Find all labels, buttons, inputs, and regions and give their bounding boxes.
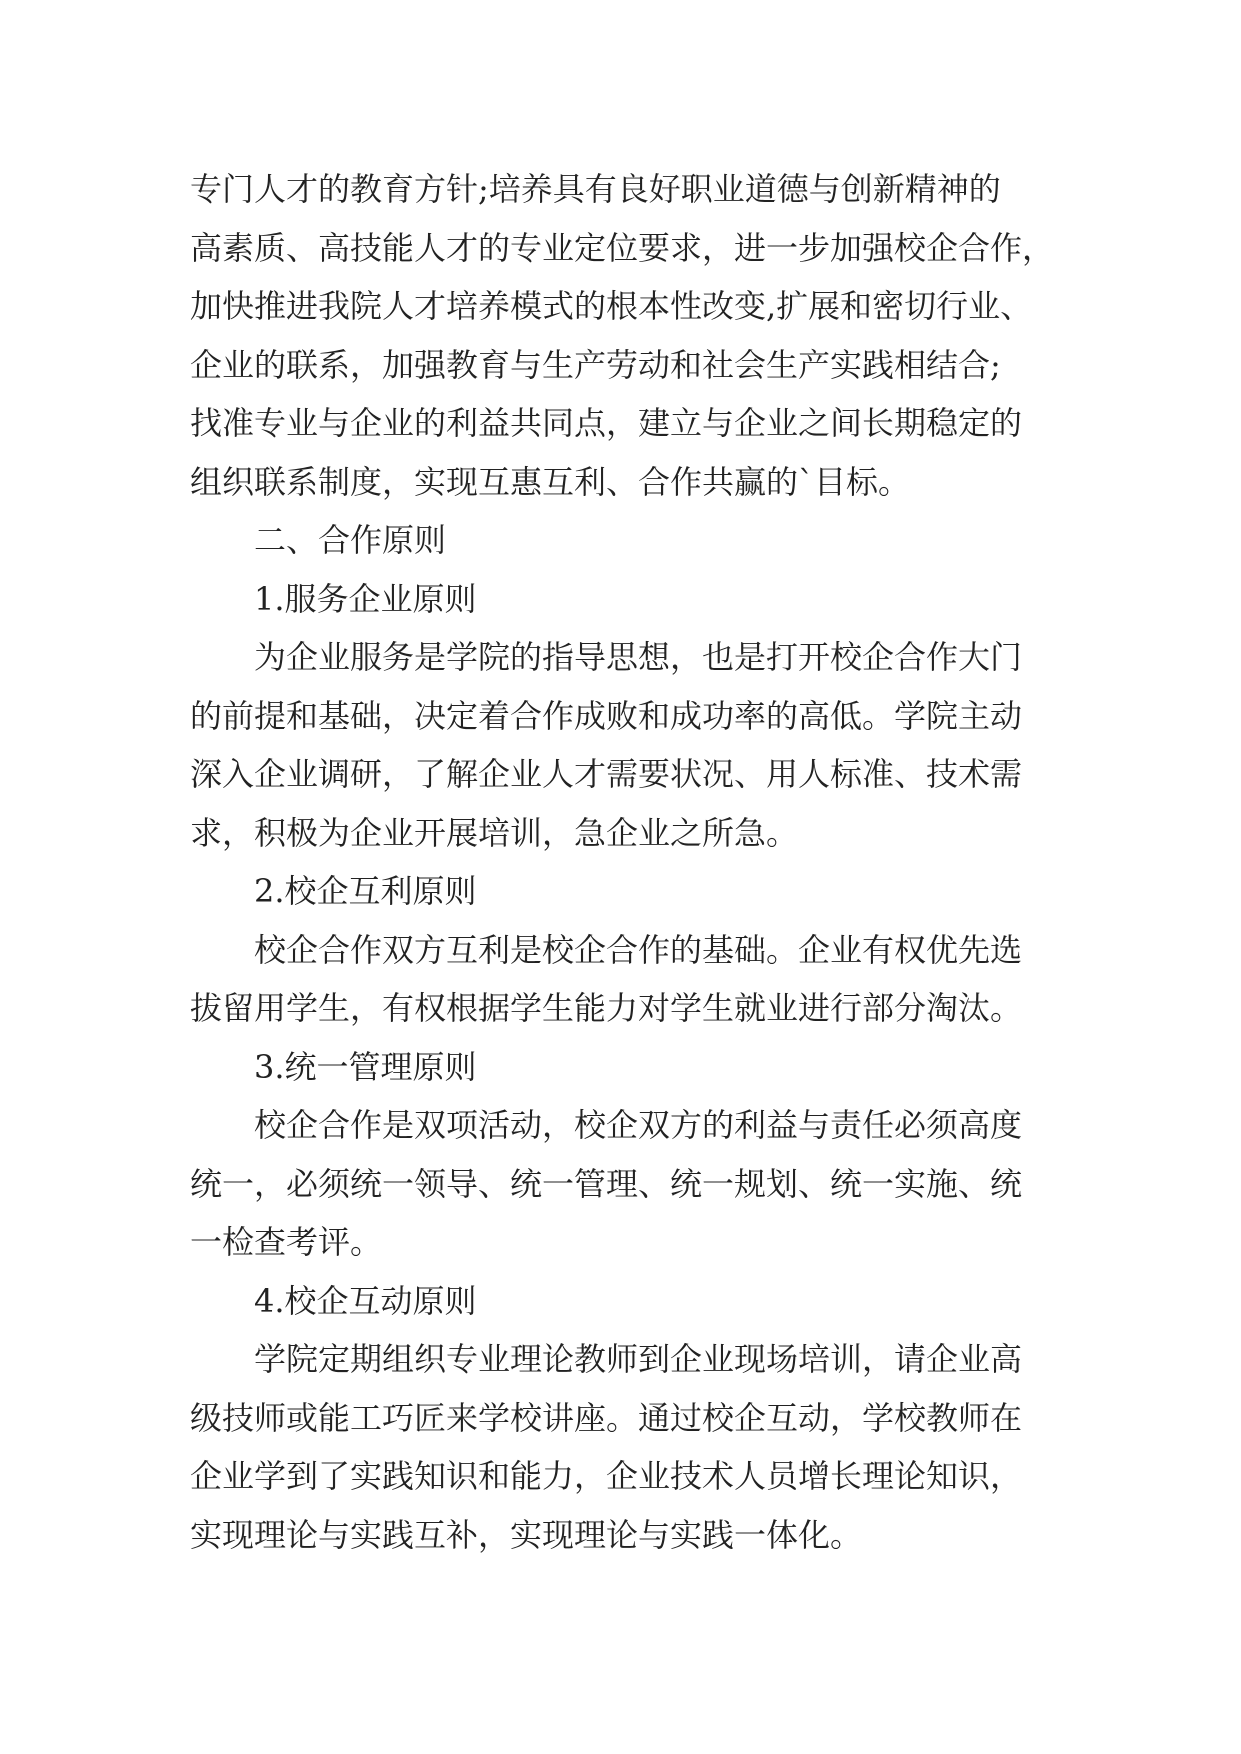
text-line: 学院定期组织专业理论教师到企业现场培训，请企业高 <box>254 1340 1023 1378</box>
text-line: 企业的联系，加强教育与生产劳动和社会生产实践相结合; <box>190 345 1001 384</box>
text-line: 拔留用学生，有权根据学生能力对学生就业进行部分淘汰。 <box>190 989 1023 1027</box>
text-line: 深入企业调研，了解企业人才需要状况、用人标准、技术需 <box>190 755 1023 793</box>
text-line: 求，积极为企业开展培训，急企业之所急。 <box>190 813 799 852</box>
text-line: 的前提和基础，决定着合作成败和成功率的高低。学院主动 <box>190 696 1023 735</box>
text-line: 实现理论与实践互补，实现理论与实践一体化。 <box>190 1515 863 1554</box>
text-line: 二、合作原则 <box>254 521 447 559</box>
text-line: 4.校企互动原则 <box>254 1281 477 1320</box>
text-line: 1.服务企业原则 <box>254 579 477 618</box>
text-line: 高素质、高技能人才的专业定位要求，进一步加强校企合作， <box>190 228 1055 267</box>
text-line: 加快推进我院人才培养模式的根本性改变,扩展和密切行业、 <box>190 287 1033 325</box>
text-line: 一检查考评。 <box>190 1223 383 1261</box>
text-line: 2.校企互利原则 <box>254 872 477 910</box>
text-line: 组织联系制度，实现互惠互利、合作共赢的`目标。 <box>190 462 911 501</box>
text-line: 统一，必须统一领导、统一管理、统一规划、统一实施、统 <box>190 1164 1023 1203</box>
text-line: 3.统一管理原则 <box>254 1047 477 1086</box>
text-line: 专门人才的教育方针;培养具有良好职业道德与创新精神的 <box>190 170 1001 208</box>
text-line: 为企业服务是学院的指导思想，也是打开校企合作大门 <box>254 638 1023 676</box>
document-body <box>190 160 1090 1564</box>
text-line: 校企合作双方互利是校企合作的基础。企业有权优先选 <box>254 930 1023 969</box>
text-line: 级技师或能工巧匠来学校讲座。通过校企互动，学校教师在 <box>190 1398 1023 1437</box>
text-line: 企业学到了实践知识和能力，企业技术人员增长理论知识， <box>190 1457 1023 1495</box>
text-line: 校企合作是双项活动，校企双方的利益与责任必须高度 <box>254 1106 1023 1144</box>
text-line: 找准专业与企业的利益共同点，建立与企业之间长期稳定的 <box>190 404 1023 442</box>
